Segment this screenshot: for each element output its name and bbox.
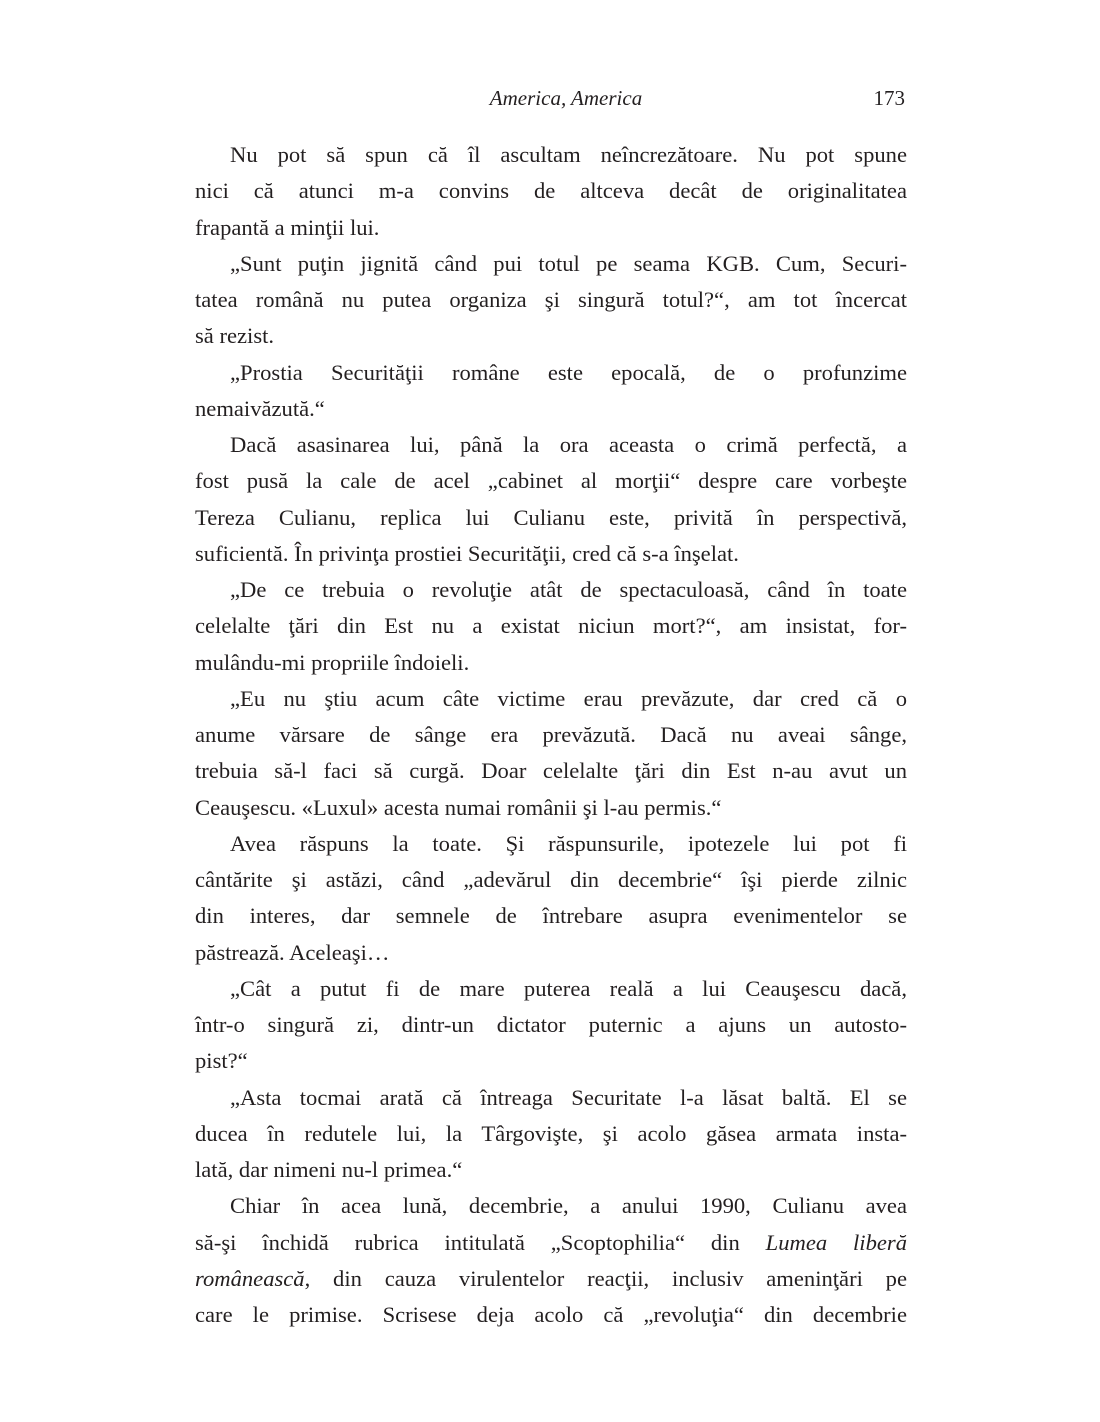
- text-line: „Sunt puţin jignită când pui totul pe seama KGB. Cum, Securi-: [230, 250, 907, 276]
- text-line: mulându-mi propriile îndoieli.: [195, 649, 470, 675]
- text-line: celelalte ţări din Est nu a existat niciun mort?“, am insistat, for-: [195, 613, 907, 639]
- text-segment: , din cauza virulentelor reacţii, inclusiv ameninţări pe: [304, 1265, 907, 1291]
- page-number: 173: [873, 86, 905, 110]
- text-line: nemaivăzută.“: [195, 395, 325, 421]
- text-line: lată, dar nimeni nu-l primea.“: [195, 1157, 463, 1182]
- text-line: frapantă a minţii lui.: [195, 214, 380, 240]
- text-line: „Eu nu ştiu acum câte victime erau prevăzute, dar cred că o: [230, 685, 907, 711]
- text-line: „De ce trebuia o revoluţie atât de spectaculoasă, când în toate: [230, 577, 907, 602]
- paragraph: [195, 355, 907, 428]
- text-line: [195, 1261, 907, 1297]
- text-line: Nu pot să spun că îl ascultam neîncrezătoare. Nu pot spune: [230, 142, 907, 167]
- text-line: Tereza Culianu, replica lui Culianu este, privită în perspectivă,: [195, 504, 907, 530]
- paragraph: [195, 971, 907, 1080]
- paragraph: [195, 572, 907, 681]
- text-line: nici că atunci m-a convins de altceva decât de originalitatea: [195, 178, 907, 204]
- running-head: [195, 86, 907, 116]
- italic-title-text: Lumea liberă: [765, 1229, 907, 1255]
- text-line: fost pusă la cale de acel „cabinet al morţii“ despre care vorbeşte: [195, 468, 907, 494]
- paragraph: [195, 427, 907, 572]
- italic-title-text: românească: [195, 1265, 305, 1291]
- paragraph: [195, 137, 907, 246]
- text-line: cântărite şi astăzi, când „adevărul din decembrie“ îşi pierde zilnic: [195, 867, 907, 892]
- text-line: păstrează. Aceleaşi…: [195, 939, 390, 965]
- text-line: care le primise. Scrisese deja acolo că „revoluţia“ din decembrie: [195, 1302, 907, 1327]
- text-line: „Asta tocmai arată că întreaga Securitate l-a lăsat baltă. El se: [230, 1084, 907, 1110]
- text-line: „Cât a putut fi de mare puterea reală a lui Ceauşescu dacă,: [230, 975, 907, 1001]
- paragraph: [195, 681, 907, 826]
- text-line: să rezist.: [195, 323, 275, 349]
- text-line: din interes, dar semnele de întrebare asupra evenimentelor se: [195, 903, 907, 929]
- text-line: suficientă. În privinţa prostiei Securităţii, cred că s-a înşelat.: [195, 540, 739, 566]
- text-line: trebuia să-l faci să curgă. Doar celelalte ţări din Est n-au avut un: [195, 758, 907, 784]
- text-line: Avea răspuns la toate. Şi răspunsurile, ipotezele lui pot fi: [230, 830, 907, 856]
- text-line: ducea în redutele lui, la Târgovişte, şi acolo găsea armata insta-: [195, 1120, 907, 1146]
- text-line: „Prostia Securităţii române este epocală, de o profunzime: [230, 359, 907, 385]
- text-line: [195, 1225, 907, 1261]
- text-line: într-o singură zi, dintr-un dictator puternic a ajuns un autosto-: [195, 1012, 907, 1037]
- body-text: [195, 137, 907, 1333]
- text-line: Chiar în acea lună, decembrie, a anului 1990, Culianu avea: [230, 1193, 907, 1219]
- text-line: pist?“: [195, 1048, 248, 1074]
- paragraph: [195, 826, 907, 971]
- text-segment: să-şi închidă rubrica intitulată „Scoptophilia“ din: [195, 1229, 766, 1255]
- text-line: Dacă asasinarea lui, până la ora aceasta o crimă perfectă, a: [230, 432, 907, 457]
- paragraph: [195, 246, 907, 355]
- paragraph: [195, 1188, 907, 1333]
- text-line: tatea română nu putea organiza şi singură totul?“, am tot încercat: [195, 287, 907, 312]
- text-line: anume vărsare de sânge era prevăzută. Dacă nu aveai sânge,: [195, 722, 907, 747]
- text-line: Ceauşescu. «Luxul» acesta numai românii şi l-au permis.“: [195, 794, 722, 820]
- paragraph: [195, 1080, 907, 1189]
- running-title: America, America: [489, 86, 643, 110]
